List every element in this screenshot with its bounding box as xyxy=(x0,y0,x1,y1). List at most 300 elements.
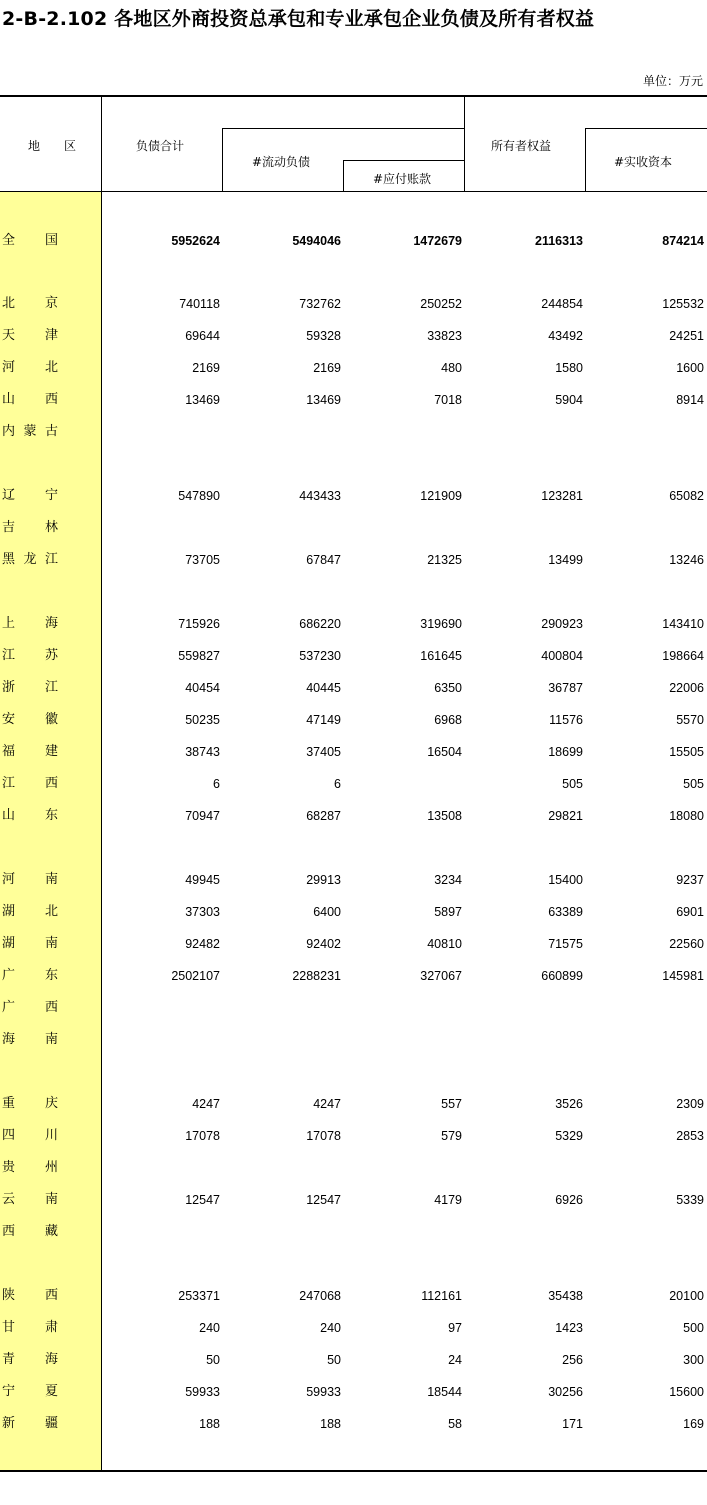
table-cell: 3526 xyxy=(555,1097,583,1111)
table-cell: 6 xyxy=(213,777,220,791)
table-cell: 188 xyxy=(320,1417,341,1431)
region-name xyxy=(2,1216,58,1248)
region-name xyxy=(2,640,58,672)
table-cell: 6350 xyxy=(434,681,462,695)
region-name xyxy=(2,736,58,768)
table-cell: 5897 xyxy=(434,905,462,919)
region-name-char: 山 xyxy=(2,808,16,823)
header-divider xyxy=(343,160,344,192)
table-cell: 35438 xyxy=(548,1289,583,1303)
table-row xyxy=(0,1408,707,1440)
table-cell xyxy=(231,1024,341,1056)
table-cell: 247068 xyxy=(299,1289,341,1303)
table-cell: 505 xyxy=(562,777,583,791)
region-name xyxy=(2,225,58,257)
table-cell: 49945 xyxy=(185,873,220,887)
table-cell: 5329 xyxy=(555,1129,583,1143)
region-name xyxy=(2,320,58,352)
table-cell: 17078 xyxy=(306,1129,341,1143)
table-row xyxy=(0,1120,707,1152)
table-cell: 145981 xyxy=(662,969,704,983)
table-cell: 686220 xyxy=(299,617,341,631)
table-cell: 59933 xyxy=(306,1385,341,1399)
region-name-char: 河 xyxy=(2,872,16,887)
table-cell: 4247 xyxy=(313,1097,341,1111)
table-cell: 8914 xyxy=(676,393,704,407)
table-cell: 169 xyxy=(683,1417,704,1431)
table-cell: 50 xyxy=(327,1353,341,1367)
table-cell: 240 xyxy=(199,1321,220,1335)
region-name-char: 肃 xyxy=(44,1320,58,1335)
region-name-char: 江 xyxy=(44,552,58,567)
table-cell xyxy=(352,768,462,800)
table-cell: 92482 xyxy=(185,937,220,951)
region-name-char: 湖 xyxy=(2,904,16,919)
table-cell: 740118 xyxy=(179,297,220,311)
header-accounts-payable: #应付账款 xyxy=(373,172,432,186)
table-cell: 59328 xyxy=(306,329,341,343)
table-cell: 71575 xyxy=(548,937,583,951)
region-name-char: 黑 xyxy=(2,552,16,567)
region-name-char: 徽 xyxy=(44,712,58,727)
table-cell: 874214 xyxy=(662,234,704,248)
region-name-char: 津 xyxy=(44,328,58,343)
table-cell: 5339 xyxy=(676,1193,704,1207)
region-name xyxy=(2,480,58,512)
table-cell: 15400 xyxy=(548,873,583,887)
region-name-char: 海 xyxy=(44,1352,58,1367)
table-bottom-rule xyxy=(0,1470,707,1472)
region-name xyxy=(2,416,58,448)
region-name-char: 甘 xyxy=(2,1320,16,1335)
table-cell: 50 xyxy=(206,1353,220,1367)
table-row xyxy=(0,1344,707,1376)
region-name-char: 东 xyxy=(44,808,58,823)
table-cell: 500 xyxy=(683,1321,704,1335)
region-name-char: 河 xyxy=(2,360,16,375)
table-cell xyxy=(352,512,462,544)
region-name-char: 云 xyxy=(2,1192,16,1207)
table-cell: 29913 xyxy=(306,873,341,887)
table-cell: 13508 xyxy=(427,809,462,823)
region-name-char: 藏 xyxy=(44,1224,58,1239)
region-name-char: 江 xyxy=(2,776,16,791)
region-name-char: 苏 xyxy=(44,648,58,663)
table-cell: 18699 xyxy=(548,745,583,759)
region-name-char: 内 xyxy=(2,424,16,439)
table-cell: 2116313 xyxy=(535,234,583,248)
region-name-char: 西 xyxy=(44,392,58,407)
table-cell: 2309 xyxy=(676,1097,704,1111)
table-row xyxy=(0,1088,707,1120)
header-region: 地 区 xyxy=(27,139,76,153)
table-cell: 9237 xyxy=(676,873,704,887)
table-cell: 505 xyxy=(683,777,704,791)
region-name-char: 京 xyxy=(44,296,58,311)
table-cell: 6400 xyxy=(313,905,341,919)
region-name xyxy=(2,1280,58,1312)
region-name xyxy=(2,1152,58,1184)
table-cell: 13499 xyxy=(548,553,583,567)
table-cell: 63389 xyxy=(548,905,583,919)
table-cell xyxy=(594,416,704,448)
region-name xyxy=(2,1088,58,1120)
header-subrule xyxy=(343,160,465,161)
table-row xyxy=(0,864,707,896)
table-cell: 18544 xyxy=(427,1385,462,1399)
table-cell xyxy=(231,512,341,544)
table-cell: 5570 xyxy=(676,713,704,727)
region-name xyxy=(2,704,58,736)
table-cell xyxy=(473,416,583,448)
table-row xyxy=(0,928,707,960)
table-cell: 161645 xyxy=(420,649,462,663)
table-cell xyxy=(352,416,462,448)
table-cell: 21325 xyxy=(427,553,462,567)
table-cell: 22006 xyxy=(669,681,704,695)
table-cell: 240 xyxy=(320,1321,341,1335)
table-cell: 36787 xyxy=(548,681,583,695)
header-bottom-rule xyxy=(0,191,707,192)
region-name-char: 林 xyxy=(44,520,58,535)
table-cell xyxy=(594,1216,704,1248)
region-name xyxy=(2,384,58,416)
table-cell: 2853 xyxy=(676,1129,704,1143)
table-cell: 50235 xyxy=(185,713,220,727)
table-cell xyxy=(352,992,462,1024)
region-name xyxy=(2,1024,58,1056)
table-row xyxy=(0,608,707,640)
table-cell xyxy=(110,416,220,448)
table-cell: 69644 xyxy=(185,329,220,343)
table-cell xyxy=(110,1216,220,1248)
region-name-char: 南 xyxy=(44,1032,58,1047)
table-row xyxy=(0,416,707,448)
table-cell: 443433 xyxy=(299,489,341,503)
table-cell: 5494046 xyxy=(292,234,341,248)
table-cell: 6901 xyxy=(676,905,704,919)
table-cell: 68287 xyxy=(306,809,341,823)
region-name xyxy=(2,1408,58,1440)
table-cell: 112161 xyxy=(421,1289,462,1303)
table-cell: 97 xyxy=(448,1321,462,1335)
table-cell: 18080 xyxy=(669,809,704,823)
table-cell: 33823 xyxy=(427,329,462,343)
table-row xyxy=(0,384,707,416)
region-name-char: 北 xyxy=(44,904,58,919)
table-cell: 253371 xyxy=(178,1289,220,1303)
region-name-char: 川 xyxy=(44,1128,58,1143)
region-name-char: 新 xyxy=(2,1416,16,1431)
region-name xyxy=(2,544,58,576)
table-row xyxy=(0,800,707,832)
table-cell: 29821 xyxy=(548,809,583,823)
table-cell: 65082 xyxy=(669,489,704,503)
table-cell: 7018 xyxy=(434,393,462,407)
table-cell: 559827 xyxy=(178,649,220,663)
table-cell: 715926 xyxy=(178,617,220,631)
region-name-char: 南 xyxy=(44,936,58,951)
table-cell xyxy=(473,512,583,544)
table-row xyxy=(0,1152,707,1184)
table-cell: 12547 xyxy=(306,1193,341,1207)
table-cell: 17078 xyxy=(185,1129,220,1143)
table-cell: 2169 xyxy=(313,361,341,375)
table-cell xyxy=(231,416,341,448)
table-row xyxy=(0,1024,707,1056)
table-cell xyxy=(352,1216,462,1248)
region-name xyxy=(2,1120,58,1152)
table-cell: 557 xyxy=(441,1097,462,1111)
table-row xyxy=(0,480,707,512)
region-name-char: 江 xyxy=(2,648,16,663)
region-name-char: 广 xyxy=(2,968,16,983)
region-name xyxy=(2,960,58,992)
table-cell xyxy=(473,1216,583,1248)
region-name-char: 安 xyxy=(2,712,16,727)
table-row xyxy=(0,704,707,736)
table-row xyxy=(0,512,707,544)
table-cell: 480 xyxy=(441,361,462,375)
table-cell: 547890 xyxy=(178,489,220,503)
page-title: 2-B-2.102 各地区外商投资总承包和专业承包企业负债及所有者权益 xyxy=(2,8,595,30)
table-cell: 40445 xyxy=(306,681,341,695)
table-cell: 660899 xyxy=(541,969,583,983)
table-cell: 13469 xyxy=(185,393,220,407)
header-total-liabilities: 负债合计 xyxy=(136,139,185,153)
table-cell: 3234 xyxy=(434,873,462,887)
table-cell: 13246 xyxy=(669,553,704,567)
table-cell: 2502107 xyxy=(171,969,220,983)
table-cell: 24251 xyxy=(669,329,704,343)
table-row xyxy=(0,288,707,320)
table-cell: 256 xyxy=(562,1353,583,1367)
header-divider xyxy=(585,128,586,192)
region-name xyxy=(2,608,58,640)
table-cell: 250252 xyxy=(420,297,462,311)
table-cell: 22560 xyxy=(669,937,704,951)
table-cell: 123281 xyxy=(541,489,583,503)
table-cell xyxy=(473,1152,583,1184)
table-cell: 188 xyxy=(199,1417,220,1431)
region-name-char: 广 xyxy=(2,1000,16,1015)
region-name xyxy=(2,928,58,960)
table-cell: 4179 xyxy=(434,1193,462,1207)
region-name-char: 国 xyxy=(44,233,58,248)
region-name-char: 山 xyxy=(2,392,16,407)
table-cell: 537230 xyxy=(299,649,341,663)
table-cell: 15600 xyxy=(669,1385,704,1399)
region-name-char: 南 xyxy=(44,1192,58,1207)
table-cell xyxy=(594,1024,704,1056)
table-cell: 6926 xyxy=(555,1193,583,1207)
header-paid-in-capital: #实收资本 xyxy=(614,155,673,169)
region-name-char: 蒙 xyxy=(23,424,37,439)
region-name-char: 庆 xyxy=(44,1096,58,1111)
region-name-char: 北 xyxy=(44,360,58,375)
region-name-char: 龙 xyxy=(23,552,37,567)
region-name-char: 上 xyxy=(2,616,16,631)
unit-label: 单位：万元 xyxy=(642,74,703,88)
table-row xyxy=(0,1280,707,1312)
table-cell: 1600 xyxy=(676,361,704,375)
table-cell xyxy=(231,992,341,1024)
region-name-char: 西 xyxy=(44,1000,58,1015)
table-cell xyxy=(594,1152,704,1184)
table-cell: 400804 xyxy=(541,649,583,663)
table-row xyxy=(0,640,707,672)
table-cell: 11576 xyxy=(549,713,583,727)
table-row xyxy=(0,352,707,384)
table-cell: 6968 xyxy=(434,713,462,727)
table-cell: 20100 xyxy=(669,1289,704,1303)
region-name xyxy=(2,512,58,544)
table-cell xyxy=(110,1024,220,1056)
table-cell xyxy=(352,1152,462,1184)
region-name-char: 浙 xyxy=(2,680,16,695)
table-cell xyxy=(352,1024,462,1056)
table-row xyxy=(0,1216,707,1248)
table-cell: 2169 xyxy=(192,361,220,375)
region-name-char: 海 xyxy=(44,616,58,631)
table-row xyxy=(0,320,707,352)
header-subrule xyxy=(222,128,465,129)
region-name xyxy=(2,864,58,896)
table-cell: 40810 xyxy=(427,937,462,951)
region-name xyxy=(2,352,58,384)
table-cell: 171 xyxy=(562,1417,583,1431)
table-cell: 38743 xyxy=(185,745,220,759)
table-row xyxy=(0,736,707,768)
table-cell: 37303 xyxy=(185,905,220,919)
table-cell: 15505 xyxy=(669,745,704,759)
table-cell: 47149 xyxy=(306,713,341,727)
table-row xyxy=(0,1376,707,1408)
table-cell: 92402 xyxy=(306,937,341,951)
region-name-char: 贵 xyxy=(2,1160,16,1175)
region-name-char: 青 xyxy=(2,1352,16,1367)
region-name xyxy=(2,992,58,1024)
region-name-char: 西 xyxy=(2,1224,16,1239)
table-cell: 12547 xyxy=(185,1193,220,1207)
table-cell xyxy=(110,992,220,1024)
table-cell: 300 xyxy=(683,1353,704,1367)
table-cell: 1423 xyxy=(555,1321,583,1335)
table-cell xyxy=(110,1152,220,1184)
table-cell: 37405 xyxy=(306,745,341,759)
header-top-rule xyxy=(0,95,707,97)
region-name-char: 湖 xyxy=(2,936,16,951)
table-cell: 30256 xyxy=(548,1385,583,1399)
region-name-char: 四 xyxy=(2,1128,16,1143)
region-name xyxy=(2,768,58,800)
region-name xyxy=(2,800,58,832)
region-name xyxy=(2,896,58,928)
table-cell: 13469 xyxy=(306,393,341,407)
region-name xyxy=(2,288,58,320)
region-name xyxy=(2,1376,58,1408)
table-cell: 327067 xyxy=(420,969,462,983)
table-cell xyxy=(594,992,704,1024)
region-name-char: 江 xyxy=(44,680,58,695)
table-cell: 5952624 xyxy=(171,234,220,248)
region-name xyxy=(2,1344,58,1376)
table-cell xyxy=(473,1024,583,1056)
region-name-char: 北 xyxy=(2,296,16,311)
table-row xyxy=(0,1184,707,1216)
table-cell: 244854 xyxy=(541,297,583,311)
region-name xyxy=(2,672,58,704)
table-cell: 198664 xyxy=(662,649,704,663)
header-current-liabilities: #流动负债 xyxy=(252,155,311,169)
table-cell: 2288231 xyxy=(292,969,341,983)
region-name-char: 辽 xyxy=(2,488,16,503)
table-cell: 43492 xyxy=(548,329,583,343)
table-cell: 40454 xyxy=(185,681,220,695)
table-cell: 121909 xyxy=(420,489,462,503)
table-cell: 6 xyxy=(334,777,341,791)
table-row xyxy=(0,960,707,992)
table-cell: 1580 xyxy=(555,361,583,375)
region-name-char: 天 xyxy=(2,328,16,343)
table-cell: 70947 xyxy=(185,809,220,823)
table-cell: 16504 xyxy=(427,745,462,759)
table-cell: 5904 xyxy=(555,393,583,407)
table-cell xyxy=(231,1216,341,1248)
header-subrule xyxy=(585,128,707,129)
region-name-char: 重 xyxy=(2,1096,16,1111)
header-divider xyxy=(464,96,465,192)
region-name-char: 宁 xyxy=(44,488,58,503)
region-name-char: 福 xyxy=(2,744,16,759)
region-name xyxy=(2,1184,58,1216)
region-name-char: 州 xyxy=(44,1160,58,1175)
table-cell: 58 xyxy=(448,1417,462,1431)
table-row xyxy=(0,992,707,1024)
table-cell xyxy=(594,512,704,544)
region-name-char: 南 xyxy=(44,872,58,887)
header-owners-equity: 所有者权益 xyxy=(491,139,552,153)
region-name-char: 西 xyxy=(44,776,58,791)
region-name-char: 海 xyxy=(2,1032,16,1047)
table-row xyxy=(0,672,707,704)
region-name-char: 古 xyxy=(44,424,58,439)
region-name-char: 全 xyxy=(2,233,16,248)
table-cell: 24 xyxy=(448,1353,462,1367)
table-cell: 125532 xyxy=(662,297,704,311)
table-cell: 4247 xyxy=(192,1097,220,1111)
region-name-char: 夏 xyxy=(44,1384,58,1399)
table-cell: 579 xyxy=(441,1129,462,1143)
region-name-char: 疆 xyxy=(44,1416,58,1431)
table-row xyxy=(0,544,707,576)
table-cell: 143410 xyxy=(662,617,704,631)
table-cell xyxy=(110,512,220,544)
region-name-char: 西 xyxy=(44,1288,58,1303)
header-divider xyxy=(222,128,223,192)
table-row xyxy=(0,768,707,800)
region-name-char: 吉 xyxy=(2,520,16,535)
table-cell: 73705 xyxy=(185,553,220,567)
region-name-char: 建 xyxy=(44,744,58,759)
region-name-char: 东 xyxy=(44,968,58,983)
table-cell xyxy=(473,992,583,1024)
table-cell: 1472679 xyxy=(413,234,462,248)
table-cell: 67847 xyxy=(306,553,341,567)
table-cell: 732762 xyxy=(299,297,341,311)
table-cell xyxy=(231,1152,341,1184)
table-row-total xyxy=(0,225,707,257)
